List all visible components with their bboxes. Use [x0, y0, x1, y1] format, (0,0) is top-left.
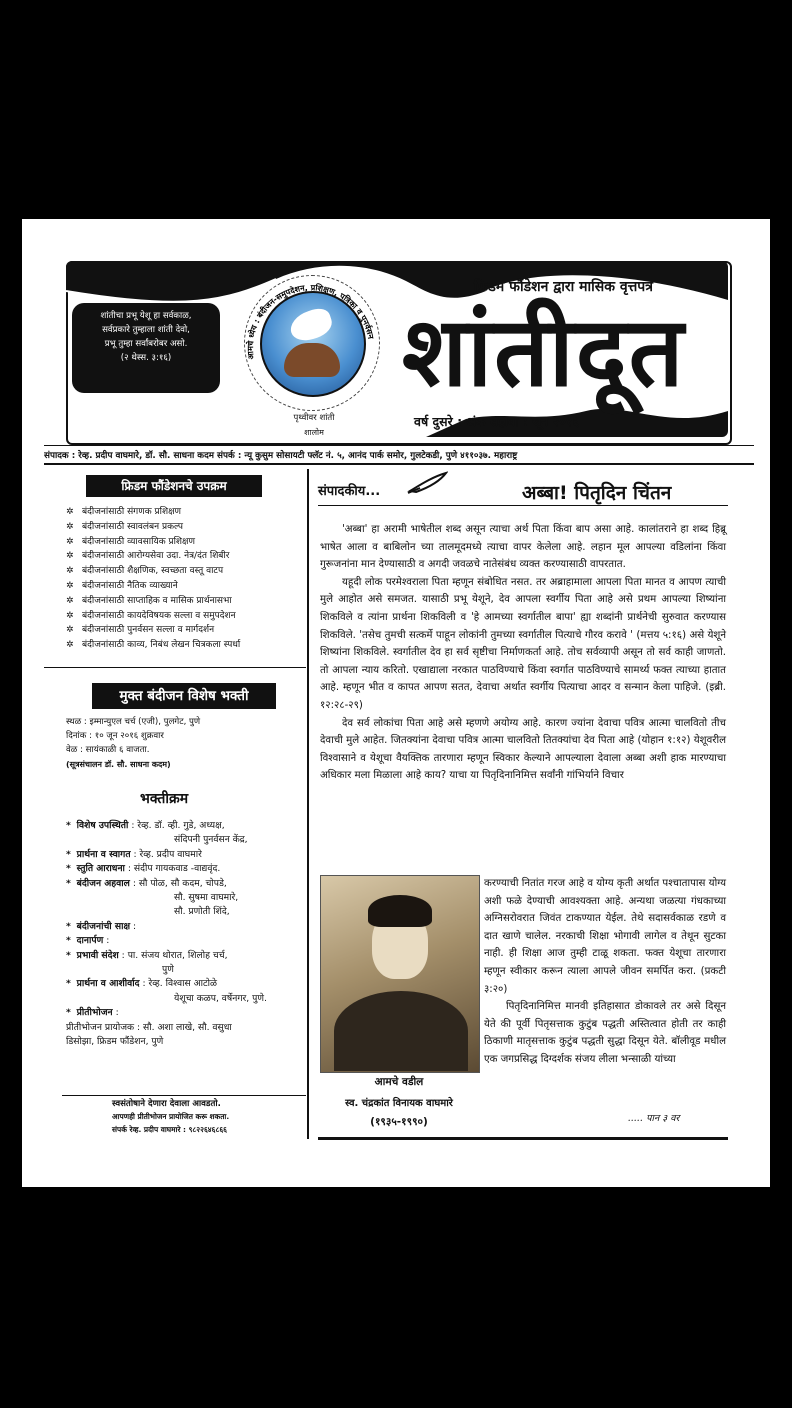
star-bullet-icon: ✲: [66, 640, 74, 651]
verse-line: प्रभू तुम्हा सर्वांबरोबर असो.: [104, 339, 188, 349]
initiatives-title: फ्रिडम फौंडेशनचे उपक्रम: [86, 475, 262, 497]
verse-line: शांतीचा प्रभू येशू हा सर्वकाळ,: [100, 311, 192, 321]
list-item: ✲ बंदीजनांसाठी आरोग्यसेवा उदा. नेत्र/दंत शिबीर: [66, 549, 306, 564]
program-item: * विशेष उपस्थिती : रेव्ह. डॉ. व्ही. गुडे, अध्यक्ष,: [66, 820, 225, 831]
column-divider: [307, 469, 309, 1139]
list-item: ✲ बंदीजनांसाठी व्यावसायिक प्रशिक्षण: [66, 535, 306, 550]
verse-box: [72, 303, 220, 393]
paragraph: करण्याची नितांत गरज आहे व योग्य कृती अर्थात पश्चातापास योग्य अशी फळे देण्याची आवश्यक्ता आहे. अन्यथा जळत्या गंधकाच्या अग्निसरोवरात जिवंत टाकण्यात येईल. तेथे सदासर्वकाळ रडणे व दात खाणे चालेल. नरकाची शिक्षा भोगावी लागेल व तेथून सुटका नाही. ही शिक्षा आज तुम्ही टाळू शकता. फक्त येशूचा तारणारा म्हणून स्वीकार करून त्याला आपले जीवन समर्पित करा. (प्रकटी ३:२०): [484, 878, 726, 995]
event-date: दिनांक : १० जून २०१६ शुक्रवार: [66, 731, 164, 741]
tagline: फ्रिडम फौंडेशन द्वारा मासिक वृत्तपत्र: [474, 279, 653, 295]
verse-reference: (२ थेस्स. ३:१६): [120, 353, 172, 363]
footer-quote: स्वसंतोषाने देणारा देवाला आवडतो.: [112, 1099, 221, 1109]
svg-text:आमचे ध्येय : बंदीजन-समुपदेशन,: [245, 282, 375, 360]
list-item: ✲ बंदीजनांसाठी नैतिक व्याख्याने: [66, 579, 306, 594]
issue-info: वर्ष दुसरे : अंक सहावा : जून २०१६: [414, 414, 579, 429]
editorial-body-wrap: [484, 875, 726, 1069]
program-item: * स्तुति आराधना : संदीप गायकवाड -वाद्यवृंद.: [66, 863, 221, 875]
divider: [44, 463, 754, 465]
divider: [318, 505, 728, 506]
star-bullet-icon: ✲: [66, 566, 74, 577]
meal-sponsor: प्रीतीभोजन प्रायोजक : सौ. अशा लाखे, सौ. वसुधा: [66, 1021, 232, 1033]
list-item: ✲ बंदीजनांसाठी कायदेविषयक सल्ला व समुपदेशन: [66, 609, 306, 624]
program-item: * बंदीजन अहवाल : सौ पोळ, सौ कदम, चोपडे,: [66, 877, 227, 889]
program-title: भक्तीक्रम: [140, 791, 189, 807]
divider: [62, 1095, 306, 1096]
editorial-label: संपादकीय...: [318, 484, 381, 499]
event-host: (सूत्रसंचालन डॉ. सौ. साधना कदम): [66, 760, 171, 769]
list-item: ✲ बंदीजनांसाठी स्वावलंबन प्रकल्प: [66, 520, 306, 535]
paragraph: यहूदी लोक परमेश्वराला पिता म्हणून संबोधित नसत. तर अब्राहामाला आपला पिता मानत व आपण त्याची मुले आहोत असे समजत. यासाठी प्रभू येशूने, देव आपला स्वर्गीय पिता आहे असे प्रथम आपल्या शिष्यांना शिकविले व त्यांना प्रार्थना शिकविली व 'हे आमच्या स्वर्गातील बापा' ह्या शब्दांनी प्रार्थनेची सुरुवात करण्यास शिकविले. 'तसेच तुमची सत्कर्मे पाहून लोकांनी तुमच्या स्वर्गातील पित्याचे गौरव करावे ' (मत्तय ५:१६) असे येशूने शिष्यांना शिकविले. स्वर्गातील देव हा सर्व सृष्टीचा निर्माणकर्ता आहे. तोच सर्वव्यापी असून तो सर्व काही जाणतो. तो आपला न्याय करितो. एखाद्याला नरकात पाठविण्याचे किंवा स्वर्गात पाठविण्याचे सामर्थ्य फक्त त्याच्या हातात आहे. म्हणून भीत व कापत आपण सतत, देवाचा अर्थात स्वर्गीय पित्याचा आदर व सन्मान केला पाहिजे. (इब्री. १२:२८-२९): [320, 576, 726, 711]
star-bullet-icon: ✲: [66, 595, 74, 606]
verse-line: सर्वप्रकारे तुम्हाला शांती देवो,: [102, 325, 190, 335]
paragraph: पितृदिनानिमित्त मानवी इतिहासात डोकावले तर असे दिसून येते की पूर्वी पितृसत्ताक कुटुंब पद्धती अस्तित्वात होती तर काही ठिकाणी मातृसत्ताक कुटुंब पद्धती सुद्धा दिसून येते. बॉलीवूड मधील एक जगप्रसिद्ध दिग्दर्शक संजय लीला भन्साळी यांच्या: [484, 1001, 726, 1065]
newspaper-page: [22, 219, 770, 1187]
footer-contact: संपर्क रेव्ह. प्रदीप वाघमारे : ९८२२६४६८६६: [112, 1125, 228, 1134]
logo-arc-text: [238, 269, 384, 415]
program-item-detail: संदिपनी पुनर्वसन केंद्र,: [174, 834, 248, 846]
star-bullet-icon: ✲: [66, 536, 74, 547]
list-item: ✲ बंदीजनांसाठी पुनर्वसन सल्ला व मार्गदर्शन: [66, 623, 306, 638]
event-title: मुक्त बंदीजन विशेष भक्ती: [92, 683, 276, 709]
program-list: [66, 819, 306, 1050]
program-item-detail: सौ. सुषमा वाघमारे,: [174, 892, 239, 904]
list-item: ✲ बंदीजनांसाठी साप्ताहिक व मासिक प्रार्थनासभा: [66, 594, 306, 609]
logo-arc-label: आमचे ध्येय : बंदीजन-समुपदेशन, प्रशिक्षण, पत्रिका व पुनर्वसन: [245, 283, 376, 360]
portrait-figure: [334, 991, 468, 1071]
program-item: * प्रीतीभोजन :: [66, 1007, 119, 1019]
footer-note: आपणही प्रीतीभोजन प्रायोजित करू शकता.: [112, 1112, 230, 1121]
photo-caption: आमचे वडील: [374, 1076, 424, 1088]
logo-caption: पृथ्वीवर शांती: [293, 413, 335, 423]
star-bullet-icon: ✲: [66, 580, 74, 591]
continued-note: ..... पान ३ वर: [628, 1113, 680, 1124]
star-bullet-icon: ✲: [66, 521, 74, 532]
event-time: वेळ : सायंकाळी ६ वाजता.: [66, 745, 150, 755]
program-item: * दानार्पण :: [66, 935, 110, 947]
star-bullet-icon: ✲: [66, 625, 74, 636]
divider: [44, 667, 306, 668]
paragraph: 'अब्बा' हा अरामी भाषेतील शब्द असून त्याचा अर्थ पिता किंवा बाप असा आहे. कालांतराने हा शब्द हिब्रू भाषेत आला व बाबिलोन च्या तालमूदमध्ये त्याचा वापर केलेला आहे. लहान मूल आपल्या वडिलांना किंवा गुरूजनांना मान देण्यासाठी व अगदी जवळचे नातेसंबंध व्यक्त करण्यासाठी वापरतात.: [320, 524, 726, 571]
editorial-title: अब्बा! पितृदिन चिंतन: [522, 482, 672, 504]
list-item: ✲ बंदीजनांसाठी काव्य, निबंध लेखन चित्रकला स्पर्धा: [66, 638, 306, 653]
logo-subcaption: शालोम: [304, 428, 324, 437]
star-bullet-icon: ✲: [66, 507, 74, 517]
divider: [44, 445, 754, 446]
initiatives-list: [66, 505, 306, 653]
program-item: * प्रार्थना व आशीर्वाद : रेव्ह. विश्वास आटोळे: [66, 978, 217, 990]
list-item: ✲ बंदीजनांसाठी संगणक प्रशिक्षण: [66, 505, 306, 520]
program-item-detail: येशूचा कळप, वर्षेनगर, पुणे.: [174, 992, 267, 1004]
program-item: * प्रार्थना व स्वागत : रेव्ह. प्रदीप वाघमारे: [66, 848, 202, 860]
portrait-hair: [368, 895, 432, 927]
program-item-detail: पुणे: [162, 964, 174, 976]
paragraph: देव सर्व लोकांचा पिता आहे असे म्हणणे अयोग्य आहे. कारण ज्यांना देवाचा पवित्र आत्मा चालवितो तीच देवाची मुले आहेत. जितक्यांना देवाचा पवित्र आत्मा चालवितो तितक्यांचा देव पिता आहे (योहान १:१२) येशूवरील विश्वासाने व येशूचा वैयक्तिक तारणारा म्हणून स्विकार केल्याने आपल्याला देवाला अब्बा अशी हाक मारण्याचा अधिकार मला मिळाला आहे काय? याचा या पितृदिनानिमित्त सर्वांनी गांभिर्याने विचार: [320, 717, 726, 782]
quill-pen-icon: [406, 471, 448, 495]
program-item: * प्रभावी संदेश : पा. संजय थोरात, शिलोह चर्च,: [66, 949, 228, 961]
editorial-body: [320, 521, 726, 785]
newspaper-title: शांतीदूत: [402, 296, 686, 408]
event-place: स्थळ : इम्मान्युएल चर्च (एजी), पुलगेट, पुणे: [66, 717, 201, 727]
star-bullet-icon: ✲: [66, 610, 74, 621]
divider: [318, 1137, 728, 1140]
meal-sponsor: डिसोझा, फ्रिडम फौंडेशन, पुणे: [66, 1036, 164, 1048]
star-bullet-icon: ✲: [66, 551, 74, 562]
program-item-detail: सौ. प्रणोती शिंदे,: [174, 906, 230, 918]
photo-caption-years: (१९३५-१९९०): [370, 1116, 428, 1128]
contact-line: संपादक : रेव्ह. प्रदीप वाघमारे, डॉ. सौ. साधना कदम संपर्क : न्यू कुसुम सोसायटी फ्लॅट नं. ५, आनंद पार्क समोर, गुलटेकडी, पुणे ४११०३७. महाराष्ट्र: [44, 451, 518, 461]
list-item: ✲ बंदीजनांसाठी शैक्षणिक, स्वच्छता वस्तू वाटप: [66, 564, 306, 579]
photo-caption-name: स्व. चंद्रकांत विनायक वाघमारे: [345, 1098, 453, 1109]
program-item: * बंदीजनांची साक्ष :: [66, 920, 137, 932]
